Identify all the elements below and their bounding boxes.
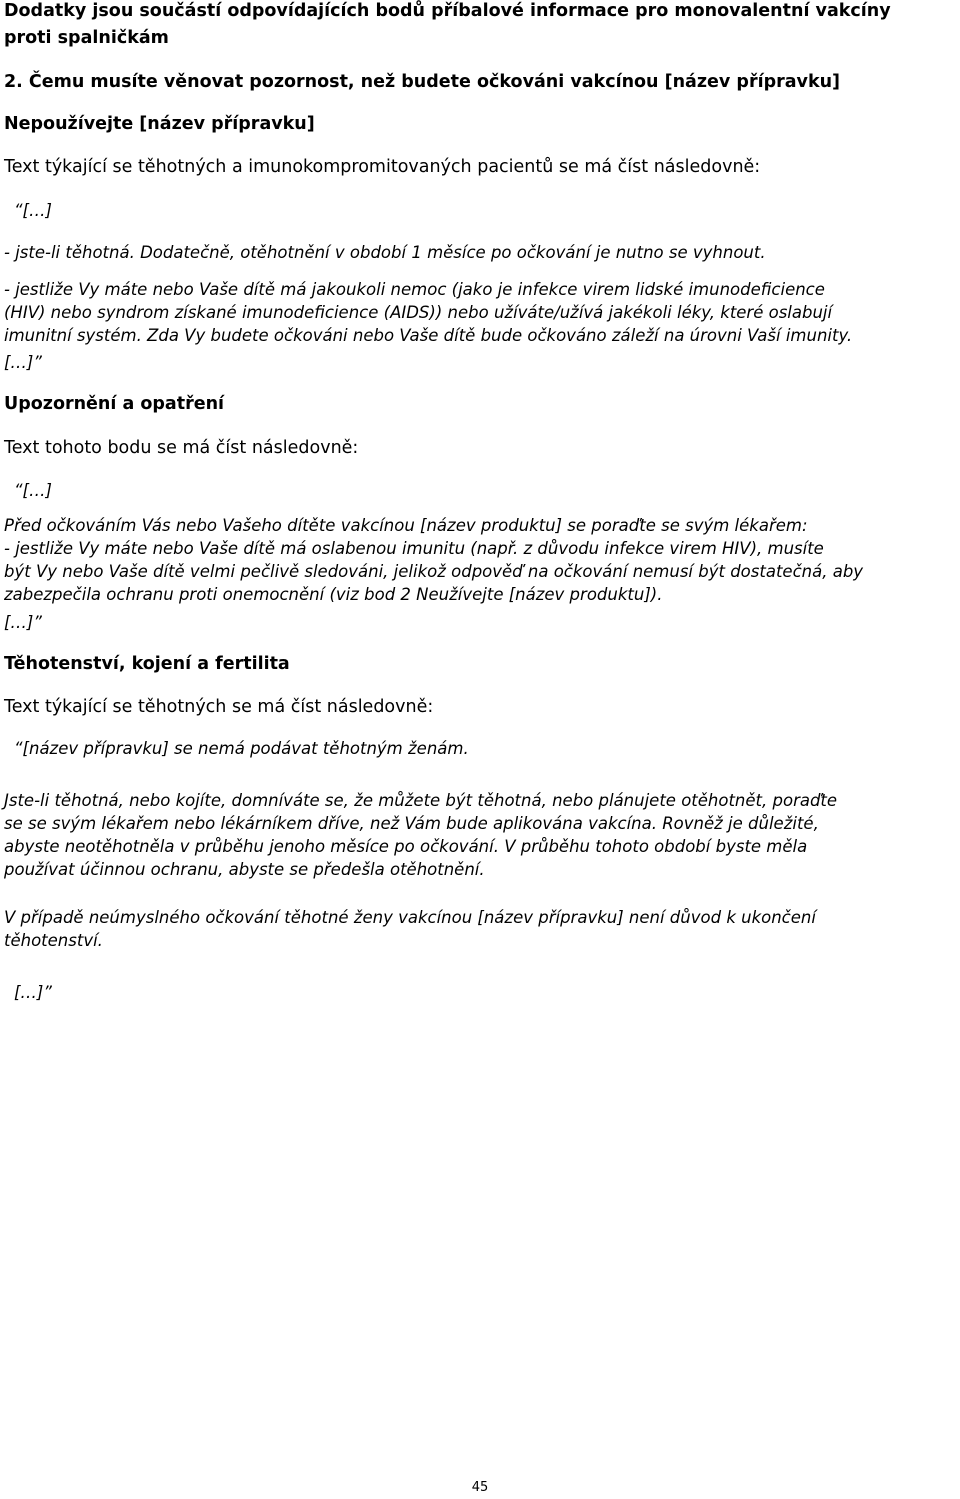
instruction-text-3: Text týkající se těhotných se má číst následovně: [4, 697, 434, 717]
page-number: 45 [471, 1480, 489, 1495]
text-disease-line-2: (HIV) nebo syndrom získané imunodeficience (AIDS)) nebo užíváte/užívá jakékoli léky, které oslabují [4, 303, 833, 322]
quote-close-marker-2: […]” [4, 613, 42, 632]
text-pregnancy-line-3: abyste neotěhotněla v průběhu jenoho měsíce po očkování. V průběhu tohoto období byste měla [4, 837, 808, 856]
quote-close-marker-1: […]” [4, 353, 42, 372]
subheading-do-not-use: Nepoužívejte [název přípravku] [4, 114, 315, 134]
quote-open-marker-2: “[…] [14, 481, 52, 500]
text-before-vaccination: Před očkováním Vás nebo Vašeho dítěte vakcínou [název produktu] se poraďte se svým lékařem: [4, 516, 808, 535]
heading-addenda-line-1: Dodatky jsou součástí odpovídajících bodů příbalové informace pro monovalentní vakcíny [4, 1, 891, 21]
text-pregnancy-line-4: používat účinnou ochranu, abyste se předešla otěhotnění. [4, 860, 485, 879]
text-not-for-pregnant: “[název přípravku] se nemá podávat těhotným ženám. [14, 739, 469, 758]
subheading-warnings: Upozornění a opatření [4, 394, 225, 414]
text-weakened-immunity-line-2: být Vy nebo Vaše dítě velmi pečlivě sledováni, jelikož odpověď na očkování nemusí být dostatečná, aby [4, 562, 864, 581]
text-weakened-immunity-line-1: - jestliže Vy máte nebo Vaše dítě má oslabenou imunitu (např. z důvodu infekce virem HIV), musíte [4, 539, 824, 558]
text-weakened-immunity-line-3: zabezpečila ochranu proti onemocnění (viz bod 2 Neužívejte [název produktu]). [4, 585, 663, 604]
section-heading-2: 2. Čemu musíte věnovat pozornost, než budete očkováni vakcínou [název přípravku] [4, 72, 841, 92]
text-accidental-line-2: těhotenství. [4, 931, 103, 950]
text-disease-line-3: imunitní systém. Zda Vy budete očkováni nebo Vaše dítě bude očkováno záleží na úrovni Vaší imunity. [4, 326, 853, 345]
instruction-text-2: Text tohoto bodu se má číst následovně: [4, 438, 359, 458]
instruction-text-1: Text týkající se těhotných a imunokompromitovaných pacientů se má číst následovně: [4, 157, 761, 177]
text-disease-line-1: - jestliže Vy máte nebo Vaše dítě má jakoukoli nemoc (jako je infekce virem lidské imunodeficience [4, 280, 825, 299]
text-accidental-line-1: V případě neúmyslného očkování těhotné ženy vakcínou [název přípravku] není důvod k ukončení [4, 908, 816, 927]
subheading-pregnancy: Těhotenství, kojení a fertilita [4, 654, 290, 674]
quote-open-marker-1: “[…] [14, 201, 52, 220]
text-pregnancy-line-2: se se svým lékařem nebo lékárníkem dříve, než Vám bude aplikována vakcína. Rovněž je důležité, [4, 814, 819, 833]
text-pregnancy-line-1: Jste-li těhotná, nebo kojíte, domníváte se, že můžete být těhotná, nebo plánujete otěhotnět, poraďte [4, 791, 838, 810]
heading-addenda-line-2: proti spalničkám [4, 28, 169, 48]
quote-close-marker-3: […]” [14, 983, 52, 1002]
text-pregnant: - jste-li těhotná. Dodatečně, otěhotnění v období 1 měsíce po očkování je nutno se vyhnout. [4, 243, 766, 262]
